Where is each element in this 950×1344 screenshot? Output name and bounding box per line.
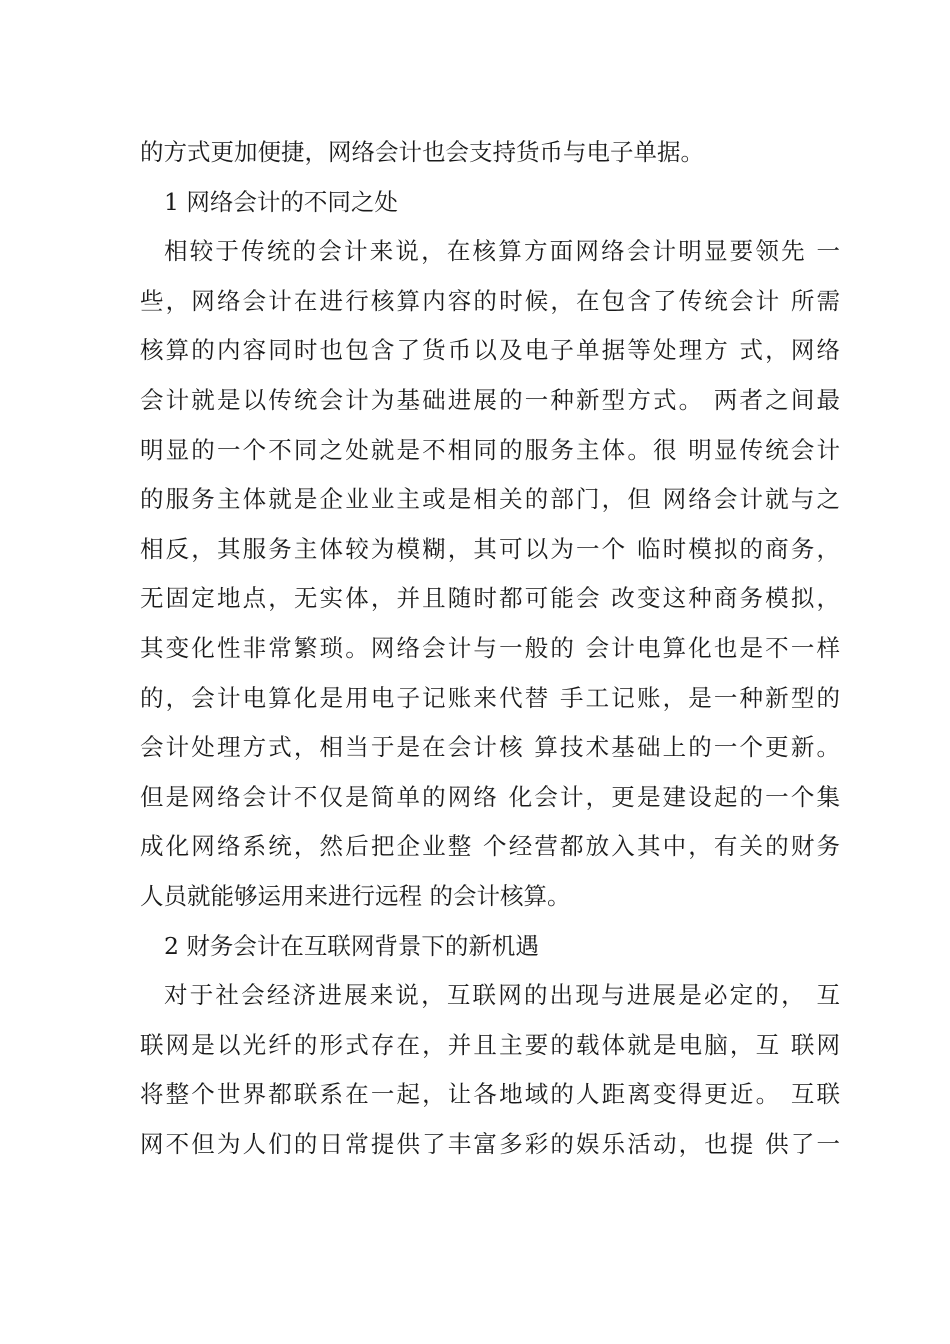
text-line: 成化网络系统，然后把企业整 个经营都放入其中，有关的财务 [140, 832, 840, 861]
section-heading-1: 1 网络会计的不同之处 [164, 187, 398, 216]
text-line: 的方式更加便捷，网络会计也会支持货币与电子单据。 [140, 138, 704, 166]
text-line: 人员就能够运用来进行远程 的会计核算。 [140, 881, 571, 910]
text-line: 网不但为人们的日常提供了丰富多彩的娱乐活动，也提 供了一 [140, 1129, 840, 1158]
text-line: 的服务主体就是企业业主或是相关的部门，但 网络会计就与之 [140, 485, 840, 514]
text-line: 其变化性非常繁琐。网络会计与一般的 会计电算化也是不一样 [140, 633, 840, 662]
text-line: 将整个世界都联系在一起，让各地域的人距离变得更近。 互联 [140, 1080, 840, 1109]
text-line: 对于社会经济进展来说，互联网的出现与进展是必定的， 互 [164, 981, 840, 1010]
text-line: 相较于传统的会计来说，在核算方面网络会计明显要领先 一 [164, 237, 840, 266]
text-line: 但是网络会计不仅是简单的网络 化会计，更是建设起的一个集 [140, 782, 840, 811]
text-line: 相反，其服务主体较为模糊，其可以为一个 临时模拟的商务， [140, 534, 840, 563]
text-line: 会计处理方式，相当于是在会计核 算技术基础上的一个更新。 [140, 733, 840, 762]
text-line: 的，会计电算化是用电子记账来代替 手工记账，是一种新型的 [140, 683, 840, 712]
text-line: 核算的内容同时也包含了货币以及电子单据等处理方 式，网络 [140, 336, 840, 365]
body-text [140, 128, 840, 1169]
text-line: 些，网络会计在进行核算内容的时候，在包含了传统会计 所需 [140, 286, 840, 315]
section-heading-2: 2 财务会计在互联网背景下的新机遇 [164, 931, 539, 960]
text-line: 无固定地点，无实体，并且随时都可能会 改变这种商务模拟， [140, 584, 840, 613]
text-line: 明显的一个不同之处就是不相同的服务主体。很 明显传统会计 [140, 435, 840, 464]
text-line: 联网是以光纤的形式存在，并且主要的载体就是电脑，互 联网 [140, 1030, 840, 1059]
text-line: 会计就是以传统会计为基础进展的一种新型方式。 两者之间最 [140, 385, 840, 414]
